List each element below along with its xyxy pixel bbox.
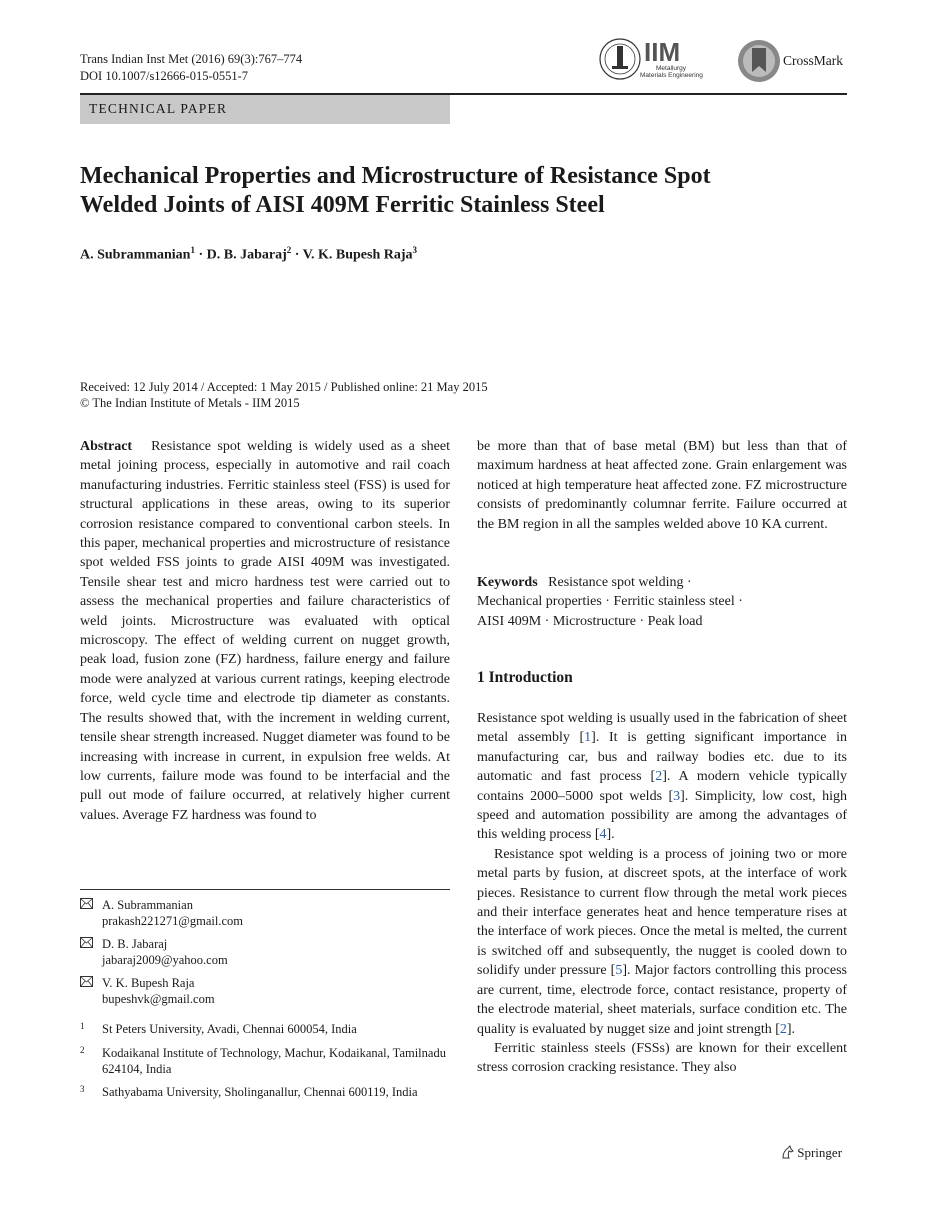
keywords-label: Keywords [477, 575, 538, 590]
contact-email[interactable]: jabaraj2009@yahoo.com [102, 952, 228, 967]
citation-link[interactable]: 5 [615, 963, 623, 979]
affiliation-entry [80, 1022, 450, 1038]
publisher-logo [781, 1145, 842, 1161]
keywords-line: AISI 409M · Microstructure · Peak load [477, 613, 703, 629]
iim-logo-sub2: Materials Engineering [640, 72, 703, 79]
crossmark-icon [736, 38, 782, 84]
contact-entry [80, 898, 450, 930]
citation-link[interactable]: 2 [779, 1021, 787, 1037]
affiliation-text: St Peters University, Avadi, Chennai 600054, India [102, 1022, 357, 1036]
contact-entry [80, 937, 450, 969]
author-affiliation-mark: 3 [412, 245, 418, 255]
contact-entry [80, 976, 450, 1008]
affiliation-entry [80, 1085, 450, 1101]
citation-link[interactable]: 1 [584, 730, 592, 746]
author-list [80, 245, 417, 264]
envelope-icon [80, 898, 93, 909]
envelope-icon [80, 976, 93, 987]
journal-citation [80, 51, 302, 85]
journal-reference: Trans Indian Inst Met (2016) 69(3):767–774 [80, 52, 303, 66]
doi[interactable]: DOI 10.1007/s12666-015-0551-7 [80, 69, 249, 83]
crossmark-label: CrossMark [783, 53, 843, 68]
author-affiliation-mark: 1 [190, 245, 195, 255]
contact-email[interactable]: prakash221271@gmail.com [102, 913, 243, 928]
contact-name: D. B. Jabaraj [102, 937, 168, 951]
publication-dates [80, 379, 488, 411]
affiliation-text: Kodaikanal Institute of Technology, Machur, Kodaikanal, Tamilnadu 624104, India [102, 1046, 446, 1076]
publisher-name: Springer [797, 1145, 843, 1160]
citation-link[interactable]: 3 [673, 788, 681, 804]
contact-name: V. K. Bupesh Raja [102, 976, 195, 990]
paper-title [80, 162, 840, 220]
section-label: TECHNICAL PAPER [89, 101, 228, 116]
introduction-body [477, 709, 847, 1078]
iim-logo-text: IIM [644, 37, 681, 67]
iim-logo-sub1: Metallurgy [656, 65, 686, 72]
abstract-left [80, 437, 450, 825]
affiliation-text: Sathyabama University, Sholinganallur, Chennai 600119, India [102, 1085, 418, 1099]
citation-link[interactable]: 2 [655, 769, 663, 785]
title-line-1: Mechanical Properties and Microstructure of Resistance Spot [80, 163, 711, 189]
author-name[interactable]: A. Subrammanian [80, 247, 191, 263]
author-name[interactable]: D. B. Jabaraj [206, 247, 287, 263]
title-line-2: Welded Joints of AISI 409M Ferritic Stainless Steel [80, 192, 605, 218]
author-separator: · [291, 247, 303, 263]
keywords-line: Mechanical properties · Ferritic stainless steel · [477, 594, 743, 610]
abstract-right [477, 437, 847, 534]
dates-line: Received: 12 July 2014 / Accepted: 1 May 2015 / Published online: 21 May 2015 [80, 380, 488, 394]
affiliation-number: 3 [80, 1084, 85, 1094]
abstract-text: Resistance spot welding is widely used as a sheet metal joining process, especially in automotive and rail coach manufacturing industries. Ferritic stainless steel (FSS) is used for structural applications in these areas, owing to its superior corrosion resistance compared to conventional carbon steels. In this paper, mechanical properties and microstructure of resistance spot welded FSS joints to grade AISI 409M was investigated. Tensile shear test and micro hardness test were carried out to assess the mechanical properties and failure characteristics of weld joints. Microstructure was evaluated with optical microscopy. The effect of welding current on nugget growth, peak load, fusion zone (FZ) hardness, failure energy and failure mode were analyzed at various current ratings, keeping electrode force, weld cycle time and electrode tip diameter as constants. The results showed that, with the increment in welding current, tensile shear strength increased. Nugget diameter was found to be increasing with increase in current, in expulsion free welds. At low currents, failure mode was found to be interfacial and the pull out mode of failure occurred, at relatively higher current values. Average FZ hardness was found to [80, 439, 450, 823]
author-separator: · [194, 247, 207, 263]
keywords-block [477, 573, 847, 631]
intro-paragraph-2: Resistance spot welding is a process of joining two or more metal parts by fusion, at discreet spots, at the interface of work pieces. Resistance to current flow through the metal work pieces and their interface generates heat and hence temperature rises at the interface of work pieces. Once the metal is melted, the current is switched off and subsequently, the nugget is cooled down to solidify under pressure [5]. Major factors controlling this process are current, time, electrode force, contact resistance, property of the electrode material, sheet materials, surface condition etc. The quality is evaluated by nugget size and joint strength [2]. [477, 846, 847, 1037]
keywords-line: Resistance spot welding · [548, 575, 692, 590]
affiliation-number: 1 [80, 1021, 85, 1031]
abstract-continuation: be more than that of base metal (BM) but less than that of maximum hardness at heat affected zone. Grain enlargement was noticed at high temperature heat affected zone. FZ microstructure consists of predominantly columnar ferrite. Failure occurred at the BM region in all the samples welded above 10 KA current. [477, 439, 847, 532]
affiliation-entry [80, 1046, 450, 1078]
iim-logo [598, 36, 708, 82]
crossmark-badge[interactable] [736, 38, 852, 84]
footnote-rule [80, 889, 450, 890]
springer-horse-icon [781, 1145, 794, 1159]
abstract-label: Abstract [80, 439, 133, 454]
section-heading-introduction: 1 Introduction [477, 669, 573, 686]
affiliation-number: 2 [80, 1045, 85, 1055]
citation-link[interactable]: 4 [599, 827, 607, 843]
envelope-icon [80, 937, 93, 948]
author-name[interactable]: V. K. Bupesh Raja [302, 247, 413, 263]
contact-email[interactable]: bupeshvk@gmail.com [102, 991, 215, 1006]
author-affiliation-mark: 2 [286, 245, 292, 255]
intro-paragraph-3: Ferritic stainless steels (FSSs) are known for their excellent stress corrosion cracking resistance. They also [477, 1040, 847, 1076]
copyright-line: © The Indian Institute of Metals - IIM 2015 [80, 396, 300, 410]
intro-paragraph-1: Resistance spot welding is usually used in the fabrication of sheet metal assembly [1]. It is getting significant importance in manufacturing car, bus and railway bodies etc. due to its automatic and fast process [2]. A modern vehicle typically contains 2000–5000 spot welds [3]. Simplicity, low cost, high speed and automation possibility are among the advantages of this welding process [4]. [477, 711, 847, 843]
contact-name: A. Subrammanian [102, 898, 193, 912]
